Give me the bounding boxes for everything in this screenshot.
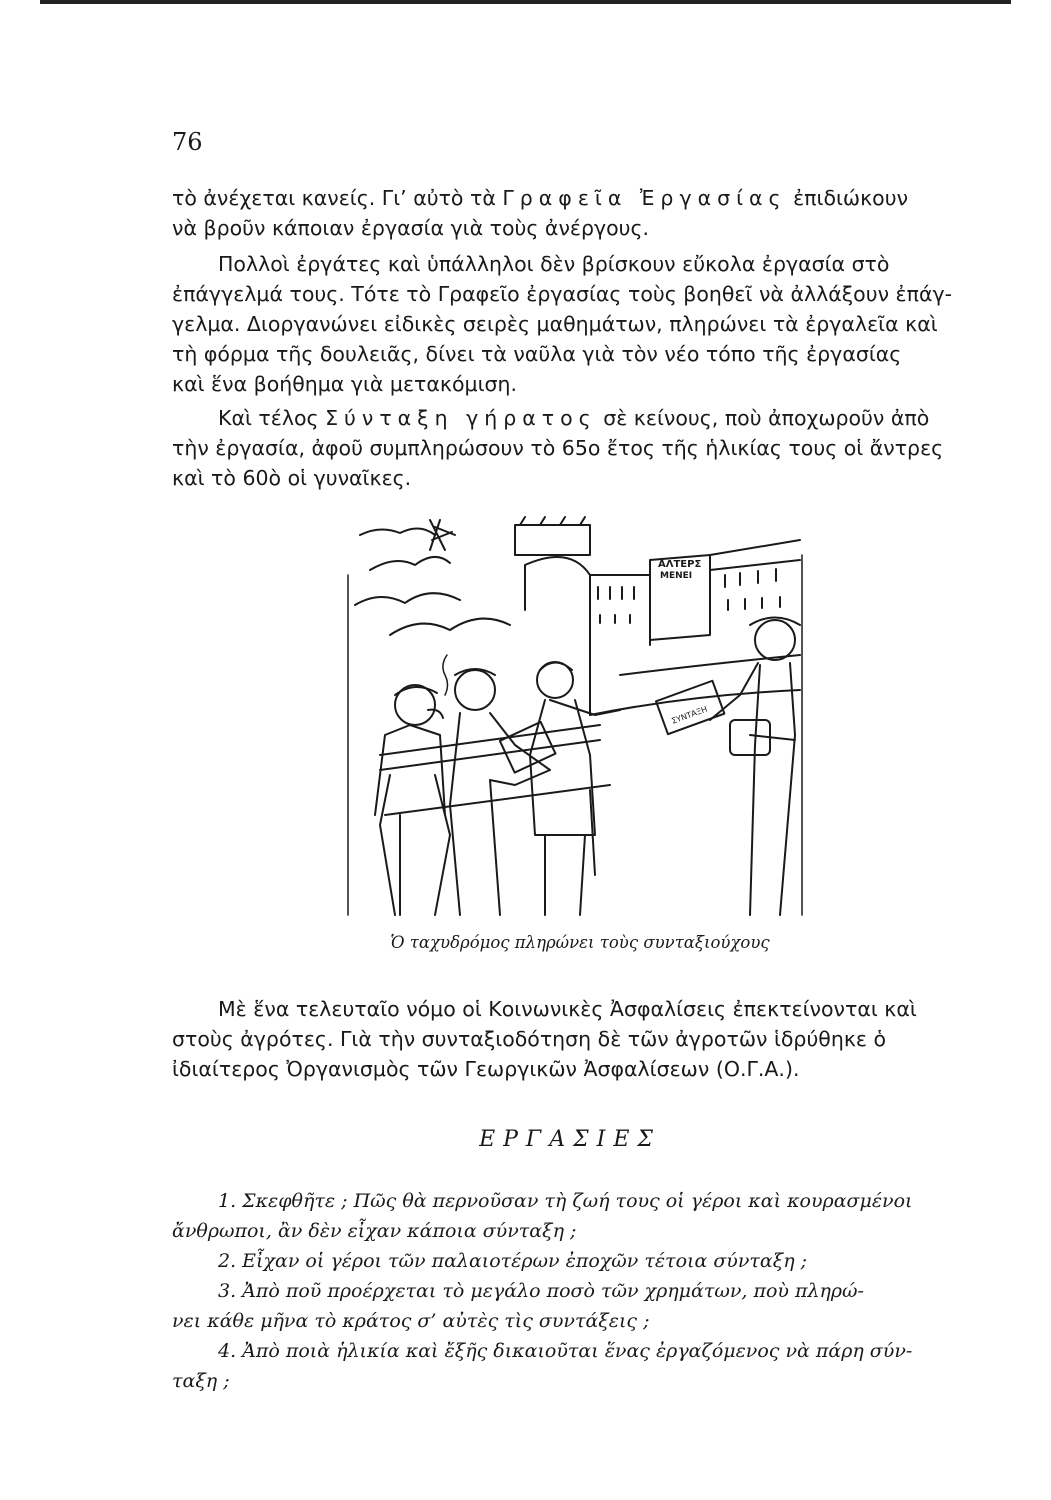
paragraph-offices <box>172 183 909 243</box>
paragraph-pension <box>172 403 944 493</box>
exercise-4 <box>172 1336 913 1396</box>
exercise-3 <box>172 1276 892 1336</box>
text-line: στοὺς ἀγρότες. Γιὰ τὴν συνταξιοδότηση δὲ τῶν ἀγροτῶν ἱδρύθηκε ὁ <box>172 1027 887 1051</box>
text-line: Μὲ ἕνα τελευταῖο νόμο οἱ Κοινωνικὲς Ἀσφαλίσεις ἐπεκτείνονται καὶ <box>218 997 917 1021</box>
text-line: Καὶ τέλος Σύνταξη γήρατος σὲ κείνους, ποὺ ἀποχωροῦν ἀπὸ <box>218 406 930 430</box>
text-line: ταξη ; <box>172 1370 230 1392</box>
paragraph-retraining <box>172 249 953 399</box>
text-line: τὸ ἀνέχεται κανείς. Γι’ αὐτὸ τὰ Γραφεῖα Ἐργασίας ἐπιδιώκουν <box>172 186 909 210</box>
text-line: ἄνθρωποι, ἂν δὲν εἶχαν κάποια σύνταξη ; <box>172 1220 577 1242</box>
text-line: Πολλοὶ ἐργάτες καὶ ὑπάλληλοι δὲν βρίσκουν εὔκολα ἐργασία στὸ <box>218 252 890 276</box>
sign-text: ΑΛΤΕΡΣ <box>658 559 702 570</box>
sign-text: ΜΕΝΕΙ <box>660 571 693 581</box>
paragraph-farmers <box>172 994 917 1084</box>
section-title: ΕΡΓΑΣΙΕΣ <box>479 1127 661 1152</box>
text-line: 3. Ἀπὸ ποῦ προέρχεται τὸ μεγάλο ποσὸ τῶν χρημάτων, ποὺ πληρώ- <box>218 1280 864 1302</box>
text-line: καὶ ἕνα βοήθημα γιὰ μετακόμιση. <box>172 372 518 396</box>
newspaper-text: ΣΥΝΤΑΞΗ <box>670 704 709 726</box>
text-line: ἰδιαίτερος Ὀργανισμὸς τῶν Γεωργικῶν Ἀσφαλίσεων (Ο.Γ.Α.). <box>172 1057 800 1081</box>
figure-caption: Ὁ ταχυδρόμος πληρώνει τοὺς συνταξιούχους <box>390 933 770 952</box>
text-line: 2. Εἶχαν οἱ γέροι τῶν παλαιοτέρων ἐποχῶν τέτοια σύνταξη ; <box>218 1250 808 1272</box>
page-number: 76 <box>172 128 203 156</box>
text-line: νὰ βροῦν κάποιαν ἐργασία γιὰ τοὺς ἀνέργους. <box>172 216 650 240</box>
text-line: τὴ φόρμα τῆς δουλειᾶς, δίνει τὰ ναῦλα γιὰ τὸν νέο τόπο τῆς ἐργασίας <box>172 342 902 366</box>
text-line: 1. Σκεφθῆτε ; Πῶς θὰ περνοῦσαν τὴ ζωή τους οἱ γέροι καὶ κουρασμένοι <box>218 1190 913 1212</box>
text-line: καὶ τὸ 60ὸ οἱ γυναῖκες. <box>172 466 412 490</box>
text-line: ἐπάγγελμά τους. Τότε τὸ Γραφεῖο ἐργασίας τοὺς βοηθεῖ νὰ ἀλλάξουν ἐπάγ- <box>172 282 953 306</box>
text-line: 4. Ἀπὸ ποιὰ ἡλικία καὶ ἔξῆς δικαιοῦται ἕνας ἐργαζόμενος νὰ πάρη σύν- <box>218 1340 913 1362</box>
illustration-postman <box>340 515 810 925</box>
text-line: γελμα. Διοργανώνει εἰδικὲς σειρὲς μαθημάτων, πληρώνει τὰ ἐργαλεῖα καὶ <box>172 312 938 336</box>
text-line: τὴν ἐργασία, ἀφοῦ συμπληρώσουν τὸ 65ο ἔτος τῆς ἡλικίας τους οἱ ἄντρες <box>172 436 944 460</box>
scan-top-edge <box>0 0 1051 9</box>
exercise-2 <box>172 1246 892 1276</box>
text-line: νει κάθε μῆνα τὸ κράτος σ’ αὐτὲς τὶς συντάξεις ; <box>172 1310 650 1332</box>
exercise-1 <box>172 1186 913 1246</box>
